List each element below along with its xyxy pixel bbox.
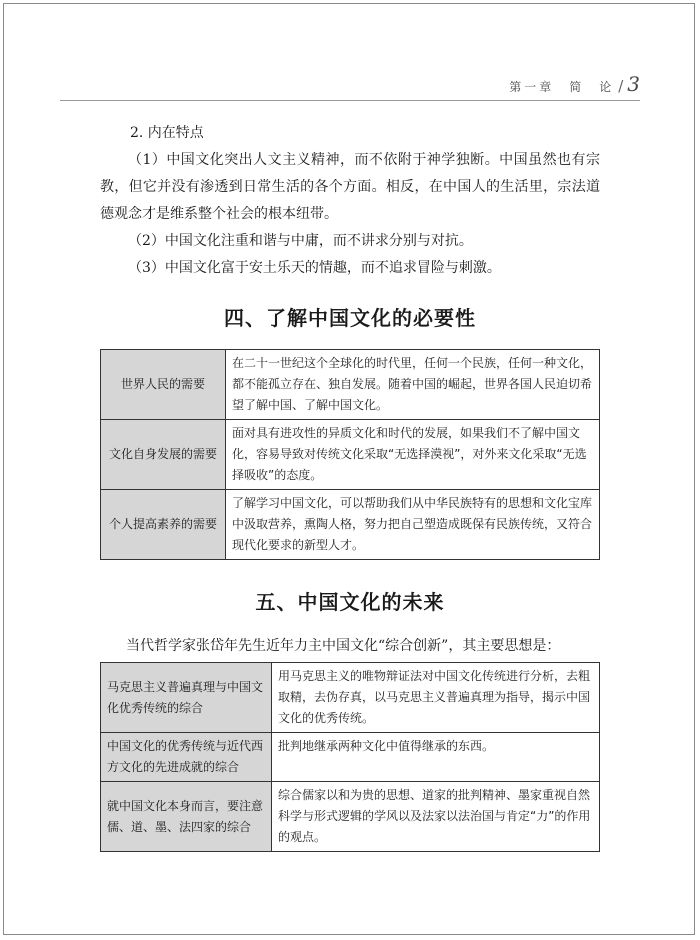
future-table (100, 662, 600, 852)
row-text: 了解学习中国文化，可以帮助我们从中华民族特有的思想和文化宝库中汲取营养，熏陶人格，努力把自己塑造成既保有民族传统，又符合现代化要求的新型人才。 (226, 490, 600, 560)
row-text: 综合儒家以和为贵的思想、道家的批判精神、墨家重视自然科学与形式逻辑的学风以及法家以法治国与肯定“力”的作用的观点。 (272, 782, 600, 852)
table-row (101, 490, 600, 560)
row-text: 用马克思主义的唯物辩证法对中国文化传统进行分析，去粗取精，去伪存真，以马克思主义普遍真理为指导，揭示中国文化的优秀传统。 (272, 663, 600, 733)
page-number: 3 (627, 72, 640, 96)
table-row (101, 350, 600, 420)
chapter-title: 第一章 简 论 (509, 80, 615, 94)
header-separator: / (618, 77, 624, 95)
row-text: 批判地继承两种文化中值得继承的东西。 (272, 733, 600, 782)
row-label: 文化自身发展的需要 (101, 420, 226, 490)
section-title-necessity: 四、了解中国文化的必要性 (224, 306, 476, 330)
row-text: 在二十一世纪这个全球化的时代里，任何一个民族，任何一种文化，都不能孤立存在、独自发展。随着中国的崛起，世界各国人民迫切希望了解中国、了解中国文化。 (226, 350, 600, 420)
table-row (101, 782, 600, 852)
row-label: 马克思主义普遍真理与中国文化优秀传统的综合 (101, 663, 272, 733)
row-label: 个人提高素养的需要 (101, 490, 226, 560)
table-row (101, 663, 600, 733)
section-title-future: 五、中国文化的未来 (255, 590, 445, 614)
row-label: 世界人民的需要 (101, 350, 226, 420)
running-head (60, 72, 640, 101)
table-row (101, 733, 600, 782)
future-intro: 当代哲学家张岱年先生近年力主中国文化“综合创新”，其主要思想是： (126, 638, 561, 654)
row-label: 中国文化的优秀传统与近代西方文化的先进成就的综合 (101, 733, 272, 782)
necessity-table (100, 349, 600, 560)
table-row (101, 420, 600, 490)
page-content (100, 120, 600, 852)
characteristic-item-2: （2）中国文化注重和谐与中庸，而不讲求分别与对抗。 (128, 233, 473, 249)
characteristic-item-3: （3）中国文化富于安土乐天的情趣，而不追求冒险与刺激。 (128, 260, 501, 276)
subheading-inner-characteristics: 2. 内在特点 (130, 125, 204, 141)
row-text: 面对具有进攻性的异质文化和时代的发展，如果我们不了解中国文化，容易导致对传统文化采取“无选择漠视”，对外来文化采取“无选择吸收”的态度。 (226, 420, 600, 490)
row-label: 就中国文化本身而言，要注意儒、道、墨、法四家的综合 (101, 782, 272, 852)
characteristic-item-1: （1）中国文化突出人文主义精神，而不依附于神学独断。中国虽然也有宗教，但它并没有渗透到日常生活的各个方面。相反，在中国人的生活里，宗法道德观念才是维系整个社会的根本纽带。 (100, 152, 600, 222)
